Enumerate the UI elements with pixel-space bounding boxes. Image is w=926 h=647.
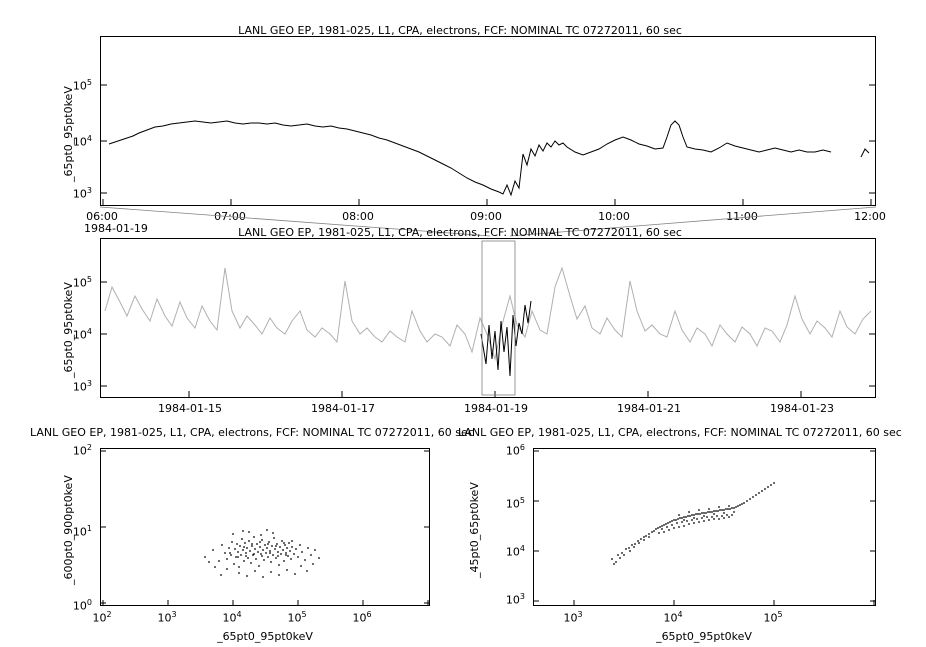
panel3-xtick-1e6: $10^6$ [352,610,372,625]
panel1-svg [101,37,875,205]
panel3-xtick-1e5: $10^5$ [287,610,307,625]
panel1-ytick-1e5: $10^5$ [72,78,92,93]
panel2-ylabel: _65pt0_95pt0keV [62,282,75,378]
panel4-svg [534,449,875,605]
panel1-ytick-1e3: $10^3$ [72,186,92,201]
panel2-xtick-1: 1984-01-17 [311,402,375,415]
panel1-xtick-3: 09:00 [470,210,502,223]
panel2-xtick-0: 1984-01-15 [158,402,222,415]
panel3-ytick-1e1: $10^1$ [72,524,92,539]
panel1-series-line [109,121,831,195]
panel2-context-line [105,268,871,359]
panel2-xtick-2: 1984-01-19 [464,402,528,415]
panel4-title: LANL GEO EP, 1981-025, L1, CPA, electrons, FCF: NOMINAL TC 07272011, 60 sec [458,426,902,439]
panel2-xtick-4: 1984-01-23 [770,402,834,415]
panel3-xtick-1e4: $10^4$ [222,610,242,625]
panel3-ylabel: _600pt0_900pt0keV [62,475,75,585]
panel2-title: LANL GEO EP, 1981-025, L1, CPA, electrons, FCF: NOMINAL TC 07272011, 60 sec [238,226,682,239]
panel4-ylabel: _45pt0_65pt0keV [468,482,481,578]
panel4-xtick-1e3: $10^3$ [563,610,583,625]
panel3-ytick-1e0: $10^0$ [72,598,92,613]
panel1-plot-area[interactable] [100,36,876,206]
panel3-xlabel: _65pt0_95pt0keV [217,630,313,643]
panel2-plot-area[interactable] [100,238,876,398]
panel1-ylabel: _65pt0_95pt0keV [62,86,75,182]
panel1-xtick-6: 12:00 [854,210,886,223]
panel3-svg [101,449,429,605]
panel3-ytick-1e2: $10^2$ [72,443,92,458]
panel2-ytick-1e3: $10^3$ [72,379,92,394]
panel2-svg [101,239,875,397]
panel2-ytick-1e5: $10^5$ [72,275,92,290]
panel2-xtick-3: 1984-01-21 [617,402,681,415]
panel4-xlabel: _65pt0_95pt0keV [656,630,752,643]
panel4-xtick-1e5: $10^5$ [763,610,783,625]
panel4-ytick-1e3: $10^3$ [505,592,525,607]
panel1-xlabel: 1984-01-19 [84,222,148,235]
panel1-xtick-2: 08:00 [342,210,374,223]
panel1-ytick-1e4: $10^4$ [72,134,92,149]
panel4-scatter-points [611,482,775,565]
panel4-plot-area[interactable] [533,448,876,606]
panel1-xtick-0: 06:00 [86,210,118,223]
panel4-ytick-1e6: $10^6$ [505,443,525,458]
panel4-ytick-1e5: $10^5$ [505,496,525,511]
panel3-title: LANL GEO EP, 1981-025, L1, CPA, electrons, FCF: NOMINAL TC 07272011, 60 sec [30,426,474,439]
panel3-xtick-1e3: $10^3$ [157,610,177,625]
panel1-xtick-4: 10:00 [598,210,630,223]
panel1-xtick-1: 07:00 [214,210,246,223]
panel3-xtick-1e2: $10^2$ [92,610,112,625]
panel2-ytick-1e4: $10^4$ [72,327,92,342]
panel4-xtick-1e4: $10^4$ [663,610,683,625]
panel1-xtick-5: 11:00 [726,210,758,223]
panel1-title: LANL GEO EP, 1981-025, L1, CPA, electrons, FCF: NOMINAL TC 07272011, 60 sec [238,24,682,37]
panel1-series-line-tail [861,149,869,157]
panel4-ytick-1e4: $10^4$ [505,544,525,559]
panel3-plot-area[interactable] [100,448,430,606]
panel3-scatter-points [204,529,320,578]
